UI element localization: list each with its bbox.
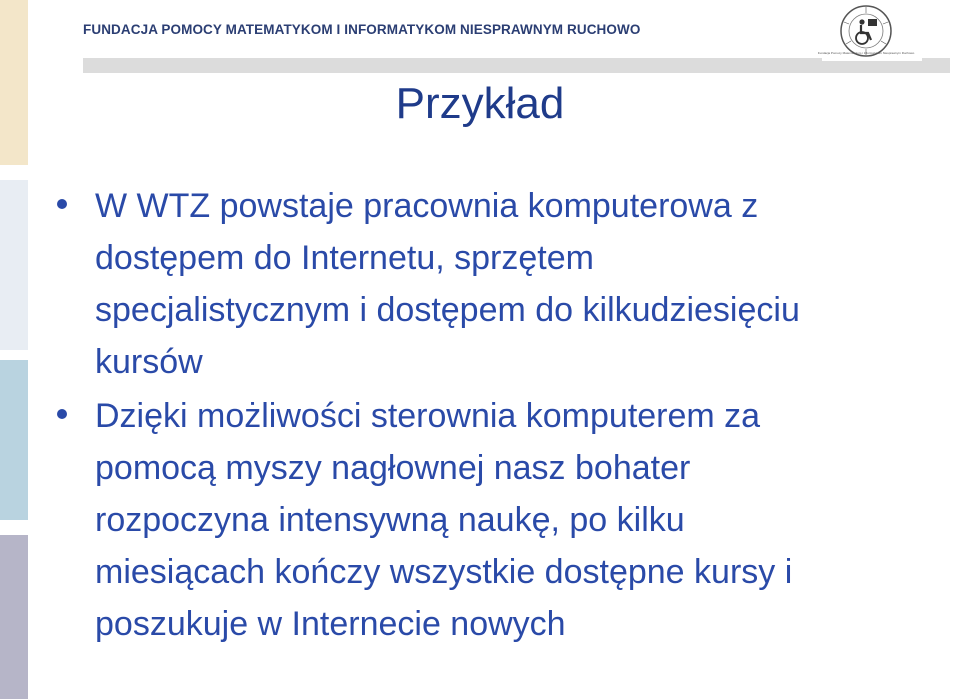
header-divider-bar <box>83 58 950 73</box>
decor-strip-lavender <box>0 535 28 699</box>
bullet-line: pomocą myszy nagłownej nasz bohater <box>95 449 691 487</box>
header-bar-accent <box>822 58 922 61</box>
bullet-dot-icon <box>57 409 67 419</box>
bullet-line: specjalistycznym i dostępem do kilkudziesięciu <box>95 291 800 329</box>
bullet-line: W WTZ powstaje pracownia komputerowa z <box>95 187 759 225</box>
bullet-list <box>95 180 905 650</box>
bullet-line: rozpoczyna intensywną naukę, po kilku <box>95 501 685 539</box>
bullet-dot-icon <box>57 199 67 209</box>
bullet-item <box>95 390 905 650</box>
bullet-line: dostępem do Internetu, sprzętem <box>95 239 594 277</box>
bullet-line: kursów <box>95 343 203 381</box>
slide-title: Przykład <box>395 79 565 128</box>
bullet-item <box>95 180 905 388</box>
foundation-seal-wheelchair-icon <box>817 4 915 58</box>
bullet-line: miesiącach kończy wszystkie dostępne kursy i <box>95 553 793 591</box>
decor-strip-blue <box>0 360 28 520</box>
decor-strip-light-blue <box>0 180 28 350</box>
bullet-line: poszukuje w Internecie nowych <box>95 605 566 643</box>
bullet-line: Dzięki możliwości sterownia komputerem za <box>95 397 761 435</box>
logo-text: Fundacja Pomocy Matematykom i Informatykom Niesprawnym Ruchowo <box>817 51 915 55</box>
organization-name: FUNDACJA POMOCY MATEMATYKOM I INFORMATYKOM NIESPRAWNYM RUCHOWO <box>83 22 641 37</box>
